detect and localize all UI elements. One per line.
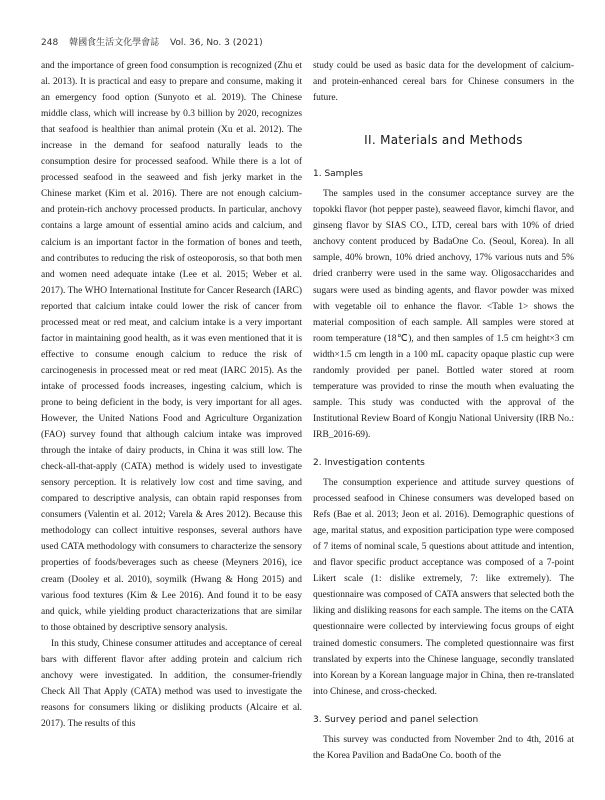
- right-column: [313, 58, 574, 764]
- body-paragraph: In this study, Chinese consumer attitudes and acceptance of cereal bars with different flavor after adding protein and calcium rich anchovy were investigated. In addition, the consumer-friendly Check All That Apply (CATA) method was used to investigate the reasons for consumers liking or disliking products (Alcaire et al. 2017). The results of this: [41, 638, 302, 729]
- section-title: II. Materials and Methods: [364, 133, 523, 148]
- volume-info: Vol. 36, No. 3 (2021): [169, 38, 263, 48]
- subsection-heading: 1. Samples: [313, 169, 363, 180]
- left-column: [41, 58, 302, 732]
- subsection-heading: 2. Investigation contents: [313, 457, 425, 468]
- subsection-heading: 3. Survey period and panel selection: [313, 714, 479, 725]
- running-header: [41, 35, 271, 48]
- body-paragraph: and the importance of green food consumption is recognized (Zhu et al. 2013). It is practical and easy to prepare and consume, making it an emergency food option (Sunyoto et al. 2019). The Chinese middle class, which will increase by 0.3 billion by 2020, recognizes that seafood is healthier than animal protein (Xu et al. 2012). The increase in the demand for seafood naturally leads to the consumption desire for processed seafood. While there is a lot of processed seafood in the seaweed and fish jerky market in the Chinese market (Kim et al. 2016). There are not enough calcium- and protein-rich anchovy processed products. In particular, anchovy contains a large amount of essential amino acids and calcium, and calcium is an important factor in the formation of bones and teeth, and contributes to reducing the risk of osteoporosis, so that both men and women need adequate intake (Lee et al. 2015; Weber et al. 2017). The WHO International Institute for Cancer Research (IARC) reported that calcium intake could lower the risk of cancer from processed meat or red meat, and calcium intake is a very important factor in maintaining good health, as it was even mentioned that it is effective to consume enough calcium to reduce the risk of carcinogenesis in processed meat or red meat (IARC 2015). As the intake of processed foods increases, ingesting calcium, which is prone to being deficient in the body, is very important for all ages. However, the United Nations Food and Agriculture Organization (FAO) survey found that although calcium intake was improved through the intake of dairy products, in China it was still low. The check-all-that-apply (CATA) method is widely used to investigate sensory perception. It is relatively low cost and time saving, and compared to descriptive analysis, can obtain rapid responses from consumers (Valentin et al. 2012; Varela & Ares 2012). Because this methodology can collect intuitive responses, several authors have used CATA methodology with consumers to characterize the sensory properties of foods/beverages such as cheese (Meyners 2016), ice cream (Dooley et al. 2010), soymilk (Hwang & Hong 2015) and various food textures (Kim & Lee 2016). And found it to be easy and quick, while yielding product characterizations that are similar to those obtained by descriptive sensory analysis.: [41, 61, 302, 633]
- page-number: 248: [41, 38, 59, 48]
- body-paragraph: This survey was conducted from November 2nd to 4th, 2016 at the Korea Pavilion and BadaOne Co. booth of the: [313, 734, 574, 761]
- body-paragraph: The consumption experience and attitude survey questions of processed seafood in Chinese consumers was developed based on Refs (Bae et al. 2013; Jeon et al. 2016). Demographic questions of age, marital status, and exposition participation type were composed of 7 items of nominal scale, 5 questions about attitude and intention, and flavor specific product acceptance was composed of a 7-point Likert scale (1: dislike extremely, 7: like extremely). The questionnaire was composed of CATA answers that selected both the liking and disliking reasons for each sample. The items on the CATA questionnaire were collected by interviewing focus groups of eight trained domestic consumers. The completed questionnaire was first translated by experts into the Chinese language, secondly translated into Korean by a Korean language major in China, then re-translated into Chinese, and cross-checked.: [313, 478, 574, 697]
- body-paragraph: study could be used as basic data for the development of calcium- and protein-enhanced cereal bars for Chinese consumers in the future.: [313, 61, 574, 104]
- body-paragraph: The samples used in the consumer acceptance survey are the topokki flavor (hot pepper paste), seaweed flavor, kimchi flavor, and ginseng flavor by SIAS CO., LTD, cereal bars with 10% of dried anchovy content produced by BadaOne Co. (Seoul, Korea). In all sample, 40% brown, 10% dried anchovy, 17% various nuts and 5% dried cranberry were used in the same way. Oligosaccharides and sugars were used as binding agents, and flavor powder was mixed with vegetable oil to enhance the flavor. <Table 1> shows the material composition of each sample. All samples were stored at room temperature (18℃), and then samples of 1.5 cm height×3 cm width×1.5 cm length in a 100 mL capacity opaque plastic cup were randomly provided per panel. Bottled water stored at room temperature was provided to rinse the mouth when evaluating the sample. This study was conducted with the approval of the Institutional Review Board of Kongju National University (IRB No.: IRB_2016-69).: [313, 189, 574, 440]
- journal-name: 韓國食生活文化學會誌: [69, 38, 160, 48]
